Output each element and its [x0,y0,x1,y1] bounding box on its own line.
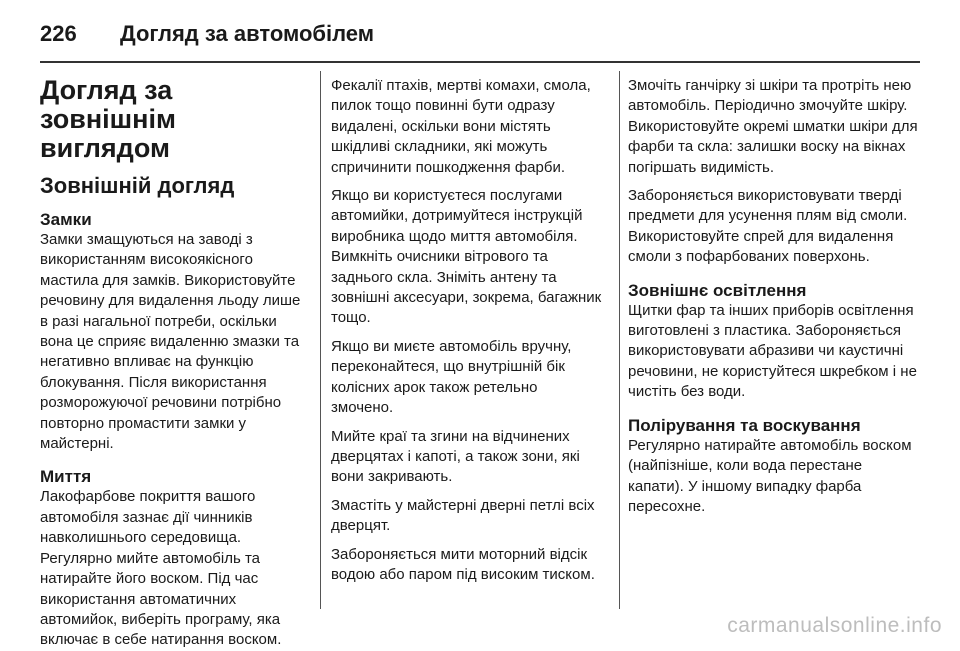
running-title: Догляд за автомобілем [120,21,375,46]
column-2 [331,76,603,593]
lighting-paragraph: Щитки фар та інших приборів освітлення виготовлені з пластика. Забороняється використовувати абразиви чи каустичні речовини, не користуйтеся шкребком і не чистіть без води. [628,301,917,401]
lighting-heading: Зовнішнє освітлення [628,280,807,300]
column-divider-1 [320,71,321,609]
paragraph-tar-spots: Забороняється використовувати тверді предмети для усунення плям від смоли. Використовуйте спрей для видалення смоли з пофарбованих поверхонь. [628,187,908,266]
polish-paragraph: Регулярно натирайте автомобіль воском (найпізніше, коли вода перестане капати). У іншому випадку фарба пересохне. [628,436,912,515]
locks-paragraph: Замки змащуються на заводі з використанням високоякісного мастила для замків. Використовуйте речовину для видалення льоду лише в разі нагальної потреби, оскільки вона це сприяє видаленню змазки та негативно впливає на функцію блокування. Після використання розморожуючої речовини потрібно повторно промастити замки у майстерні. [40,231,301,453]
column-3 [628,76,918,517]
paragraph-door-hinges: Змастіть у майстерні дверні петлі всіх дверцят. [331,496,595,535]
locks-heading: Замки [40,210,92,229]
section-title: Догляд за зовнішнім виглядом [40,75,176,163]
washing-heading: Миття [40,467,92,487]
paragraph-hand-wash: Якщо ви миєте автомобіль вручну, переконайтеся, що внутрішній бік колісних арок також ретельно змочено. [331,337,572,417]
page-number: 226 [40,21,77,46]
page-header [40,14,374,54]
paragraph-bird-droppings: Фекалії птахів, мертві комахи, смола, пилок тощо повинні бути одразу видалені, оскільки вони містять шкідливі складники, які можуть спричинити пошкодження фарби. [331,77,591,176]
column-divider-2 [619,71,620,609]
washing-paragraph: Лакофарбове покриття вашого автомобіля зазнає дії чинників навколишнього середовища. Регулярно мийте автомобіль та натирайте його воском. Під час використання автоматичних автомийок, виберіть програму, яка включає в себе натирання воском. [40,488,282,649]
section-subtitle: Зовнішній догляд [40,173,235,198]
column-1 [40,76,308,651]
paragraph-car-wash: Якщо ви користуєтеся послугами автомийки, дотримуйтеся інструкцій виробника щодо миття автомобіля. Вимкніть очисники вітрового та заднього скла. Зніміть антену та зовнішні аксесуари, зокрема, багажник тощо. [331,187,602,327]
paragraph-door-edges: Мийте краї та згини на відчинених дверцятах і капоті, а також зони, які вони закривають. [331,427,580,486]
header-divider [40,61,920,63]
paragraph-engine-bay: Забороняється мити моторний відсік водою або паром під високим тиском. [331,545,595,583]
paragraph-chamois: Змочіть ганчірку зі шкіри та протріть нею автомобіль. Періодично змочуйте шкіру. Використовуйте окремі шматки шкіри для фарби та скла: залишки воску на вікнах погіршать видимість. [628,77,918,176]
watermark-text: carmanualsonline.info [727,614,942,637]
polish-heading: Полірування та воскування [628,415,861,435]
